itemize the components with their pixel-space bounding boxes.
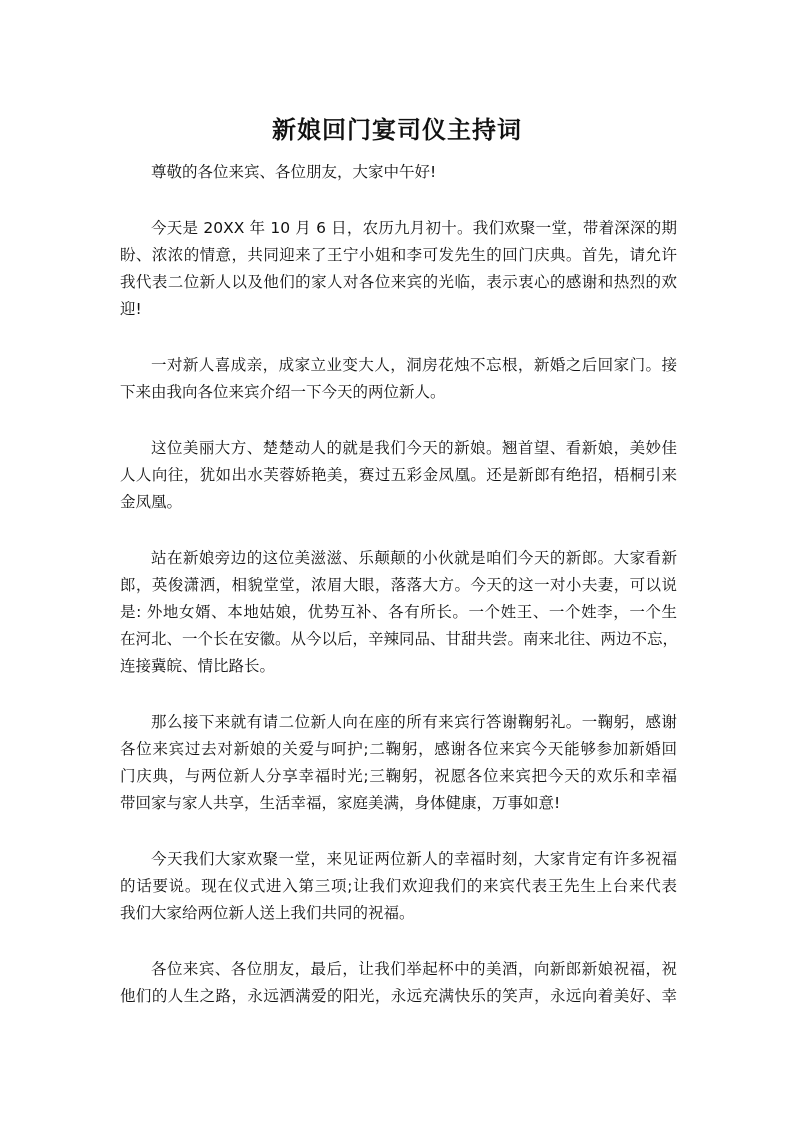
paragraph-line: 一对新人喜成亲，成家立业变大人，洞房花烛不忘根，新婚之后回家门。接 (151, 356, 677, 374)
paragraph-line: 尊敬的各位来宾、各位朋友，大家中午好! (151, 163, 437, 181)
paragraph-line: 那么接下来就有请二位新人向在座的所有来宾行答谢鞠躬礼。一鞠躬，感谢 (151, 713, 677, 731)
paragraph (120, 956, 677, 1010)
paragraph-line: 门庆典，与两位新人分享幸福时光;三鞠躬，祝愿各位来宾把今天的欢乐和幸福 (120, 767, 677, 785)
paragraph-line: 人人向往，犹如出水芙蓉娇艳美，赛过五彩金凤凰。还是新郎有绝招，梧桐引来 (120, 466, 677, 484)
document-title: 新娘回门宴司仪主持词 (272, 116, 522, 144)
paragraph-line: 带回家与家人共享，生活幸福，家庭美满，身体健康，万事如意! (120, 794, 561, 812)
paragraph-line: 迎! (120, 300, 142, 318)
paragraph-line: 的话要说。现在仪式进入第三项;让我们欢迎我们的来宾代表王先生上台来代表 (120, 877, 677, 895)
paragraph-line: 站在新娘旁边的这位美滋滋、乐颠颠的小伙就是咱们今天的新郎。大家看新 (151, 549, 677, 567)
paragraph (120, 709, 677, 817)
paragraph-line: 各位来宾过去对新娘的关爱与呵护;二鞠躬，感谢各位来宾今天能够参加新婚回 (120, 740, 677, 758)
paragraph-line: 今天我们大家欢聚一堂，来见证两位新人的幸福时刻，大家肯定有许多祝福 (151, 850, 677, 868)
paragraph (120, 435, 677, 516)
paragraph-line: 今天是 20XX 年 10 月 6 日，农历九月初十。我们欢聚一堂，带着深深的期 (151, 219, 677, 237)
paragraph (120, 545, 677, 680)
paragraph (120, 352, 677, 406)
paragraph-line: 连接冀皖、情比路长。 (120, 657, 276, 675)
paragraph-line: 盼、浓浓的情意，共同迎来了王宁小姐和李可发先生的回门庆典。首先，请允许 (120, 246, 677, 264)
paragraph-line: 是: 外地女婿、本地姑娘，优势互补、各有所长。一个姓王、一个姓李，一个生 (120, 603, 677, 621)
paragraph-line: 下来由我向各位来宾介绍一下今天的两位新人。 (120, 383, 446, 401)
paragraph-line: 这位美丽大方、楚楚动人的就是我们今天的新娘。翘首望、看新娘，美妙佳 (151, 439, 677, 457)
paragraph (120, 159, 677, 186)
paragraph-line: 我代表二位新人以及他们的家人对各位来宾的光临，表示衷心的感谢和热烈的欢 (120, 273, 677, 291)
paragraph-line: 我们大家给两位新人送上我们共同的祝福。 (120, 904, 415, 922)
paragraph (120, 215, 677, 323)
paragraph-line: 他们的人生之路，永远洒满爱的阳光，永远充满快乐的笑声，永远向着美好、幸 (120, 987, 677, 1005)
paragraph-line: 在河北、一个长在安徽。从今以后，辛辣同品、甘甜共尝。南来北往、两边不忘， (120, 630, 679, 648)
paragraph-line: 各位来宾、各位朋友，最后，让我们举起杯中的美酒，向新郎新娘祝福，祝 (151, 960, 677, 978)
paragraph-line: 金凤凰。 (120, 493, 183, 511)
document-body (120, 159, 677, 1039)
paragraph-line: 郎，英俊潇洒，相貌堂堂，浓眉大眼，落落大方。今天的这一对小夫妻，可以说 (120, 576, 677, 594)
paragraph (120, 846, 677, 927)
